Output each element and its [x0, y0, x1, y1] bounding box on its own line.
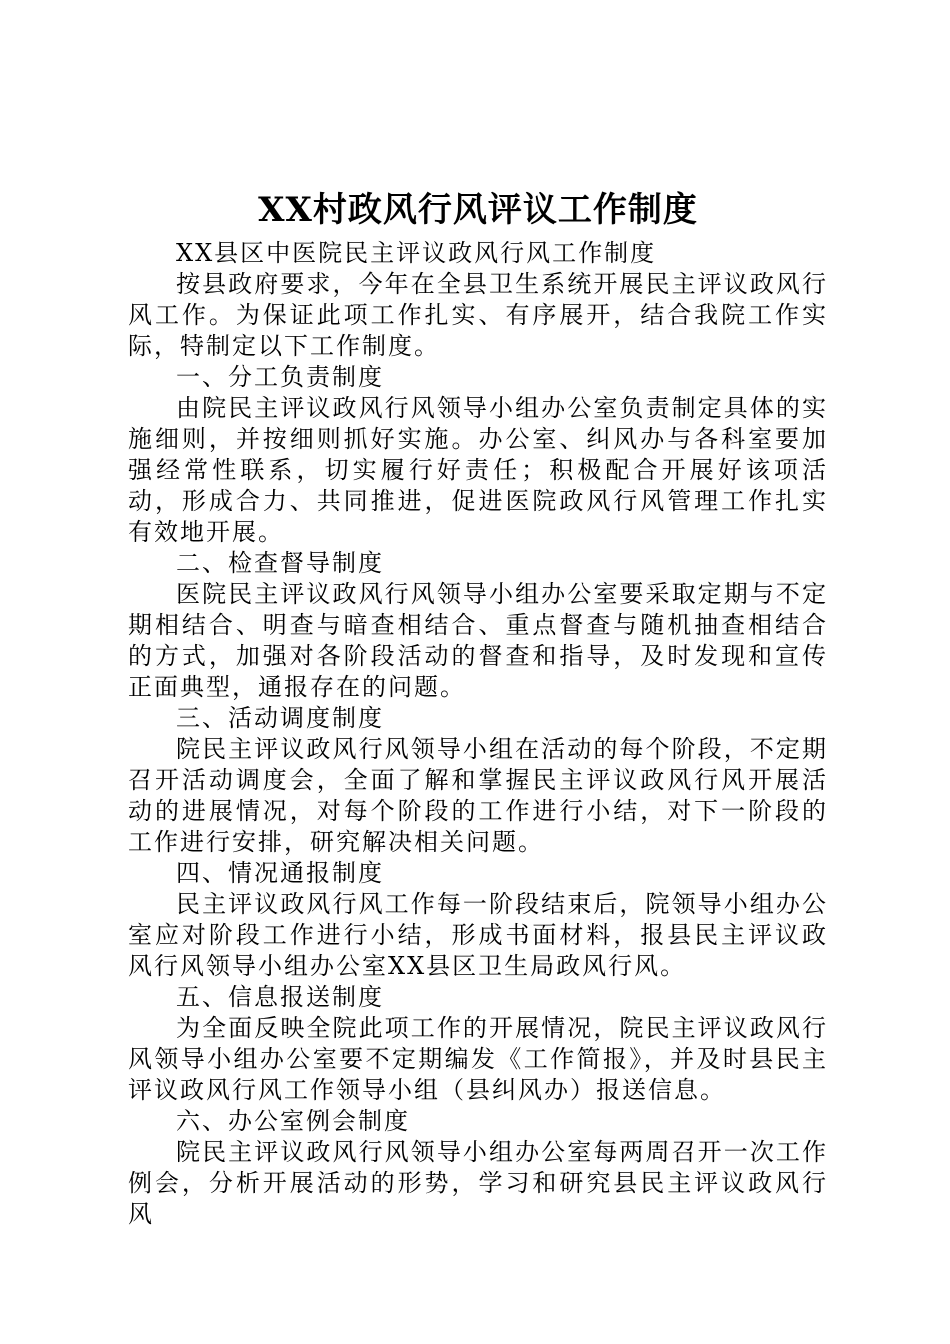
section-heading-6: 六、办公室例会制度: [176, 1107, 410, 1135]
document-subtitle: XX县区中医院民主评议政风行风工作制度: [176, 239, 657, 267]
intro-paragraph: 按县政府要求，今年在全县卫生系统开展民主评议政风行风工作。为保证此项工作扎实、有序展开，结合我院工作实际，特制定以下工作制度。: [128, 270, 828, 360]
document-content: [128, 188, 828, 1230]
section-body-2: 医院民主评议政风行风领导小组办公室要采取定期与不定期相结合、明查与暗查相结合、重点督查与随机抽查相结合的方式，加强对各阶段活动的督查和指导，及时发现和宣传正面典型，通报存在的问题。: [128, 580, 828, 701]
section-heading-1: 一、分工负责制度: [176, 363, 384, 391]
section-body-4: 民主评议政风行风工作每一阶段结束后，院领导小组办公室应对阶段工作进行小结，形成书面材料，报县民主评议政风行风领导小组办公室XX县区卫生局政风行风。: [128, 890, 828, 980]
section-heading-3: 三、活动调度制度: [176, 704, 384, 732]
section-heading-2: 二、检查督导制度: [176, 549, 384, 577]
section-body-1: 由院民主评议政风行风领导小组办公室负责制定具体的实施细则，并按细则抓好实施。办公室、纠风办与各科室要加强经常性联系，切实履行好责任；积极配合开展好该项活动，形成合力、共同推进，促进医院政风行风管理工作扎实有效地开展。: [128, 394, 828, 546]
section-body-3: 院民主评议政风行风领导小组在活动的每个阶段，不定期召开活动调度会，全面了解和掌握民主评议政风行风开展活动的进展情况，对每个阶段的工作进行小结，对下一阶段的工作进行安排，研究解决相关问题。: [128, 735, 828, 856]
section-heading-5: 五、信息报送制度: [176, 983, 384, 1011]
document-title: XX村政风行风评议工作制度: [258, 190, 698, 230]
section-heading-4: 四、情况通报制度: [176, 859, 384, 887]
section-body-5: 为全面反映全院此项工作的开展情况，院民主评议政风行风领导小组办公室要不定期编发《工作简报》，并及时县民主评议政风行风工作领导小组（县纠风办）报送信息。: [128, 1014, 828, 1104]
section-body-6: 院民主评议政风行风领导小组办公室每两周召开一次工作例会，分析开展活动的形势，学习和研究县民主评议政风行风: [128, 1138, 828, 1228]
